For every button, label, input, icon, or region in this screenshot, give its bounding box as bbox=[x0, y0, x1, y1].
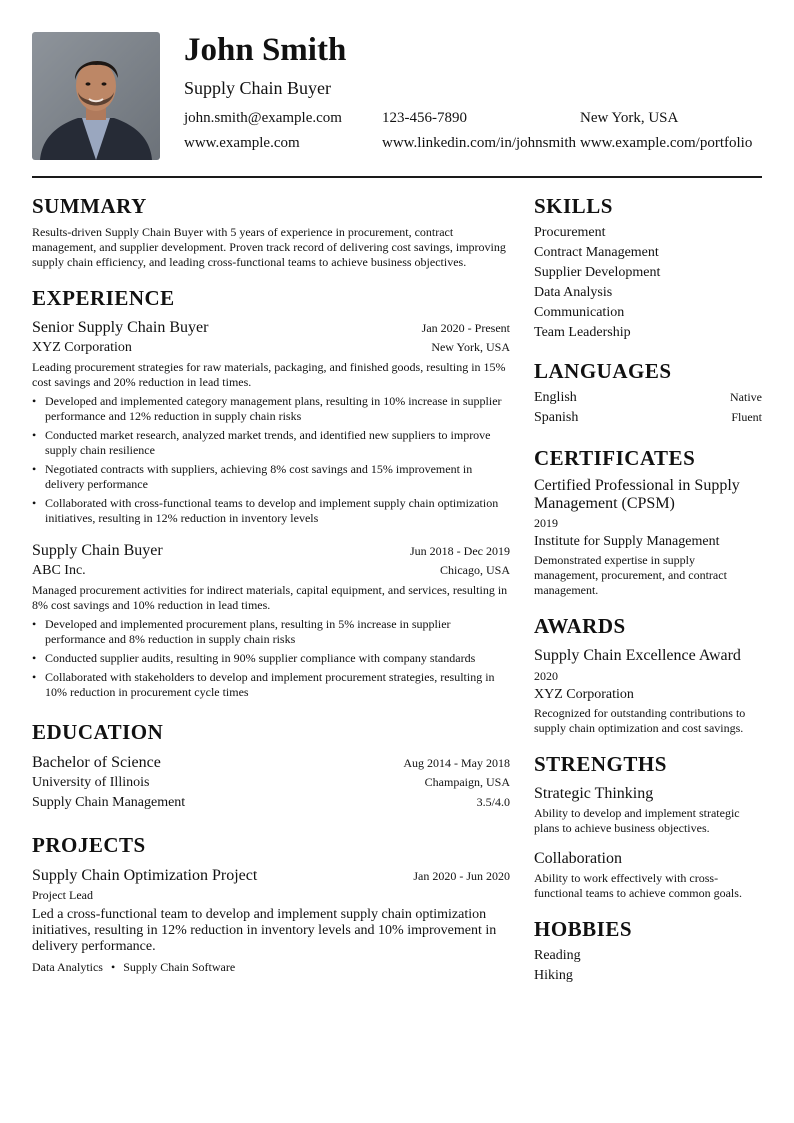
profile-photo bbox=[32, 32, 160, 160]
tag-separator: • bbox=[110, 960, 116, 974]
language-level: Native bbox=[730, 390, 762, 404]
job-description: Leading procurement strategies for raw materials, packaging, and finished goods, resulting in 15% cost savings and 20% reduction in lead times. bbox=[32, 360, 506, 389]
portfolio-link[interactable]: www.example.com/portfolio bbox=[580, 135, 753, 151]
email-link[interactable]: john.smith@example.com bbox=[184, 110, 342, 126]
summary-heading: SUMMARY bbox=[32, 194, 147, 218]
job-title: Supply Chain Buyer bbox=[32, 542, 163, 559]
location: New York, USA bbox=[580, 110, 679, 126]
education-field: Supply Chain Management bbox=[32, 795, 186, 810]
strength-description: Ability to work effectively with cross-functional teams to achieve common goals. bbox=[534, 871, 742, 900]
certificates-section bbox=[534, 444, 762, 598]
languages-heading: LANGUAGES bbox=[534, 359, 672, 383]
education-section bbox=[32, 718, 510, 813]
job-bullet: • Developed and implemented procurement plans, resulting in 5% increase in supplier performance and 8% reduction in supply chain risks bbox=[32, 617, 451, 646]
language-name: English bbox=[534, 390, 577, 405]
certificate-description: Demonstrated expertise in supply management, procurement, and contract management. bbox=[534, 553, 727, 597]
job-bullet: • Conducted supplier audits, resulting in 90% supplier compliance with company standards bbox=[32, 651, 476, 665]
website-link[interactable]: www.example.com bbox=[184, 135, 300, 151]
strengths-section bbox=[534, 750, 762, 901]
award-year: 2020 bbox=[534, 669, 558, 683]
job-dates: Jan 2020 - Present bbox=[421, 321, 510, 335]
job-company: ABC Inc. bbox=[32, 563, 86, 578]
skill-item: Communication bbox=[534, 305, 625, 320]
job-bullets bbox=[32, 617, 510, 700]
linkedin-link[interactable]: www.linkedin.com/in/johnsmith bbox=[382, 135, 577, 151]
job-bullet: • Developed and implemented category management plans, resulting in 10% increase in supplier performance and 12% reduction in supply chain risks bbox=[32, 394, 502, 423]
certificates-heading: CERTIFICATES bbox=[534, 446, 696, 470]
hobbies-section bbox=[534, 915, 762, 986]
job-bullets bbox=[32, 394, 510, 526]
main-column bbox=[32, 192, 510, 975]
strength-description: Ability to develop and implement strategic plans to achieve business objectives. bbox=[534, 806, 740, 835]
skills-section bbox=[534, 192, 762, 343]
job-bullet: • Collaborated with cross-functional teams to develop and implement supply chain optimization initiatives, resulting in 12% reduction in inventory levels bbox=[32, 496, 499, 525]
project-role: Project Lead bbox=[32, 888, 93, 902]
strength-title: Collaboration bbox=[534, 850, 622, 867]
skill-item: Procurement bbox=[534, 225, 606, 240]
certificate-issuer: Institute for Supply Management bbox=[534, 534, 720, 549]
hobby-item: Hiking bbox=[534, 968, 573, 983]
languages-section bbox=[534, 357, 762, 428]
project-dates: Jan 2020 - Jun 2020 bbox=[413, 869, 510, 883]
award-description: Recognized for outstanding contributions to supply chain optimization and cost savings. bbox=[534, 706, 746, 735]
header-divider bbox=[32, 176, 762, 178]
education-dates: Aug 2014 - May 2018 bbox=[403, 756, 510, 770]
projects-heading: PROJECTS bbox=[32, 833, 146, 857]
job-entry bbox=[32, 317, 510, 526]
project-title: Supply Chain Optimization Project bbox=[32, 867, 258, 884]
job-location: New York, USA bbox=[431, 340, 510, 354]
skill-item: Contract Management bbox=[534, 245, 659, 260]
hobbies-heading: HOBBIES bbox=[534, 917, 633, 941]
hobby-item: Reading bbox=[534, 948, 581, 963]
phone-number: 123-456-7890 bbox=[382, 110, 467, 126]
job-entry bbox=[32, 540, 510, 700]
certificate-title: Certified Professional in Supply Management (CPSM) bbox=[534, 477, 740, 512]
certificate-year: 2019 bbox=[534, 516, 558, 530]
education-gpa: 3.5/4.0 bbox=[476, 795, 510, 809]
project-description: Led a cross-functional team to develop and implement supply chain optimization initiatives, resulting in 12% reduction in inventory levels and 10% improvement in delivery performance. bbox=[32, 907, 497, 954]
job-company: XYZ Corporation bbox=[32, 340, 132, 355]
experience-section bbox=[32, 284, 510, 700]
summary-text: Results-driven Supply Chain Buyer with 5 years of experience in procurement, contract management, and supplier development. Proven track record of delivering cost savings, improving supply chain efficiency, and leading cross-functional teams to achieve business objectives. bbox=[32, 225, 506, 269]
job-bullet: • Negotiated contracts with suppliers, achieving 8% cost savings and 15% improvement in delivery performance bbox=[32, 462, 473, 491]
job-title: Senior Supply Chain Buyer bbox=[32, 319, 209, 336]
job-location: Chicago, USA bbox=[440, 563, 510, 577]
candidate-name: John Smith bbox=[184, 32, 347, 68]
job-description: Managed procurement activities for indirect materials, capital equipment, and services, resulting in 8% cost savings and 10% reduction in lead times. bbox=[32, 583, 508, 612]
job-dates: Jun 2018 - Dec 2019 bbox=[410, 544, 510, 558]
education-degree: Bachelor of Science bbox=[32, 754, 161, 771]
job-bullet: • Collaborated with stakeholders to develop and implement procurement strategies, resulting in 10% reduction in procurement cycle times bbox=[32, 670, 495, 699]
project-tag: Data Analytics bbox=[32, 960, 103, 974]
candidate-role: Supply Chain Buyer bbox=[184, 78, 331, 98]
skill-item: Data Analysis bbox=[534, 285, 613, 300]
language-level: Fluent bbox=[731, 410, 762, 424]
job-bullet: • Conducted market research, analyzed market trends, and identified new suppliers to improve supply chain resilience bbox=[32, 428, 491, 457]
education-heading: EDUCATION bbox=[32, 720, 164, 744]
skill-item: Team Leadership bbox=[534, 325, 631, 340]
skill-item: Supplier Development bbox=[534, 265, 661, 280]
strengths-heading: STRENGTHS bbox=[534, 752, 667, 776]
award-title: Supply Chain Excellence Award bbox=[534, 647, 741, 664]
awards-heading: AWARDS bbox=[534, 614, 626, 638]
summary-section bbox=[32, 192, 510, 270]
strength-title: Strategic Thinking bbox=[534, 785, 654, 802]
education-school: University of Illinois bbox=[32, 775, 150, 790]
skills-heading: SKILLS bbox=[534, 194, 613, 218]
project-tags bbox=[32, 960, 510, 975]
experience-heading: EXPERIENCE bbox=[32, 286, 175, 310]
project-tag: Supply Chain Software bbox=[123, 960, 236, 974]
awards-section bbox=[534, 612, 762, 736]
sidebar-column bbox=[534, 192, 762, 986]
education-location: Champaign, USA bbox=[424, 775, 510, 789]
projects-section bbox=[32, 831, 510, 975]
language-name: Spanish bbox=[534, 410, 579, 425]
award-issuer: XYZ Corporation bbox=[534, 687, 634, 702]
